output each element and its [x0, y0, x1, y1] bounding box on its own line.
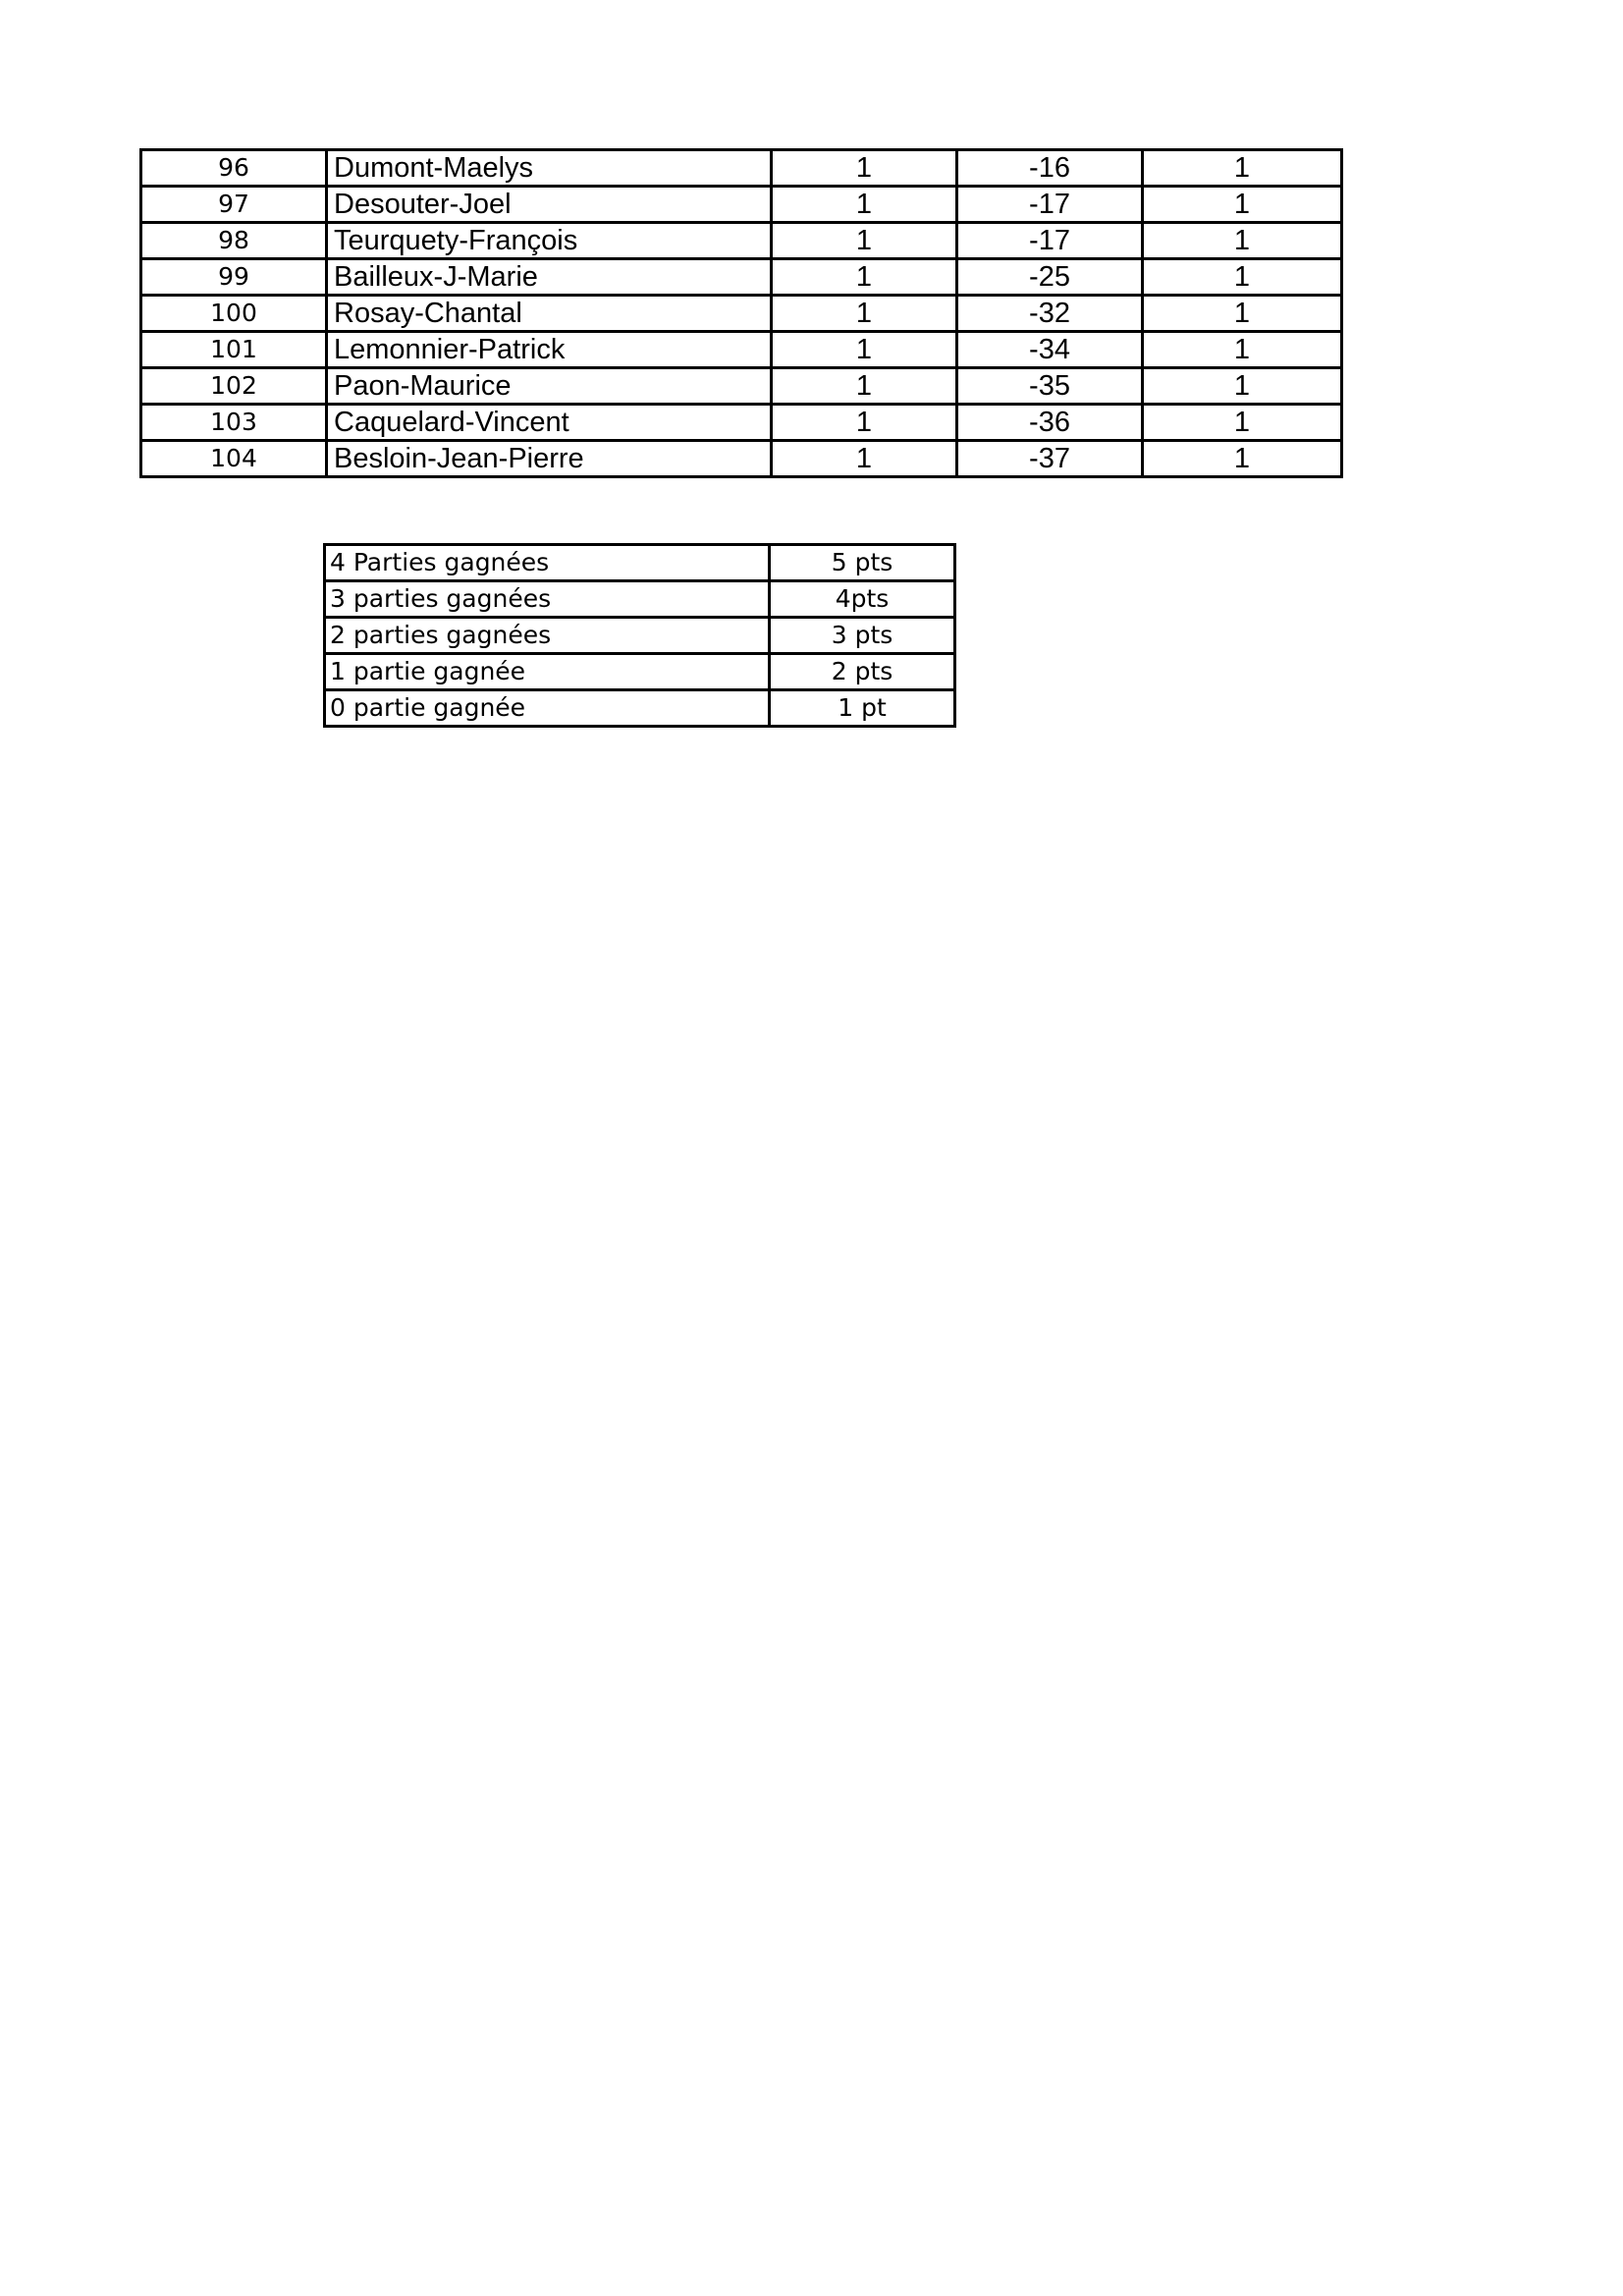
player-name-cell: Besloin-Jean-Pierre	[327, 441, 772, 477]
points-value: 2 pts	[770, 654, 955, 690]
table-row	[141, 296, 1342, 332]
points-value: 4pts	[770, 581, 955, 618]
value-cell-3: 1	[1143, 332, 1342, 368]
player-name-cell: Dumont-Maelys	[327, 150, 772, 187]
value-cell-2: -37	[957, 441, 1143, 477]
points-value: 1 pt	[770, 690, 955, 727]
games-won-label: 4 Parties gagnées	[325, 545, 770, 581]
rank-cell: 100	[141, 296, 327, 332]
value-cell-1: 1	[772, 187, 957, 223]
value-cell-2: -17	[957, 223, 1143, 259]
value-cell-3: 1	[1143, 368, 1342, 405]
value-cell-3: 1	[1143, 223, 1342, 259]
value-cell-2: -35	[957, 368, 1143, 405]
legend-row	[325, 581, 955, 618]
value-cell-3: 1	[1143, 296, 1342, 332]
value-cell-1: 1	[772, 259, 957, 296]
player-name-cell: Desouter-Joel	[327, 187, 772, 223]
table-row	[141, 223, 1342, 259]
value-cell-1: 1	[772, 296, 957, 332]
value-cell-2: -16	[957, 150, 1143, 187]
legend-row	[325, 545, 955, 581]
table-row	[141, 259, 1342, 296]
table-row	[141, 368, 1342, 405]
rank-cell: 103	[141, 405, 327, 441]
points-legend-table	[323, 543, 956, 728]
rank-cell: 104	[141, 441, 327, 477]
table-row	[141, 187, 1342, 223]
player-name-cell: Bailleux-J-Marie	[327, 259, 772, 296]
value-cell-3: 1	[1143, 187, 1342, 223]
value-cell-1: 1	[772, 441, 957, 477]
rank-cell: 96	[141, 150, 327, 187]
value-cell-2: -36	[957, 405, 1143, 441]
rank-cell: 97	[141, 187, 327, 223]
player-name-cell: Teurquety-François	[327, 223, 772, 259]
rank-cell: 102	[141, 368, 327, 405]
value-cell-3: 1	[1143, 441, 1342, 477]
value-cell-1: 1	[772, 332, 957, 368]
legend-row	[325, 618, 955, 654]
value-cell-2: -34	[957, 332, 1143, 368]
rank-cell: 99	[141, 259, 327, 296]
results-table	[139, 148, 1343, 478]
games-won-label: 0 partie gagnée	[325, 690, 770, 727]
value-cell-1: 1	[772, 368, 957, 405]
table-row	[141, 405, 1342, 441]
points-value: 5 pts	[770, 545, 955, 581]
player-name-cell: Caquelard-Vincent	[327, 405, 772, 441]
table-row	[141, 332, 1342, 368]
legend-row	[325, 690, 955, 727]
value-cell-3: 1	[1143, 405, 1342, 441]
value-cell-1: 1	[772, 223, 957, 259]
table-row	[141, 150, 1342, 187]
value-cell-2: -32	[957, 296, 1143, 332]
value-cell-1: 1	[772, 405, 957, 441]
points-value: 3 pts	[770, 618, 955, 654]
rank-cell: 98	[141, 223, 327, 259]
value-cell-2: -17	[957, 187, 1143, 223]
value-cell-2: -25	[957, 259, 1143, 296]
value-cell-3: 1	[1143, 259, 1342, 296]
value-cell-1: 1	[772, 150, 957, 187]
player-name-cell: Lemonnier-Patrick	[327, 332, 772, 368]
legend-row	[325, 654, 955, 690]
rank-cell: 101	[141, 332, 327, 368]
table-row	[141, 441, 1342, 477]
player-name-cell: Rosay-Chantal	[327, 296, 772, 332]
games-won-label: 3 parties gagnées	[325, 581, 770, 618]
games-won-label: 1 partie gagnée	[325, 654, 770, 690]
games-won-label: 2 parties gagnées	[325, 618, 770, 654]
player-name-cell: Paon-Maurice	[327, 368, 772, 405]
value-cell-3: 1	[1143, 150, 1342, 187]
